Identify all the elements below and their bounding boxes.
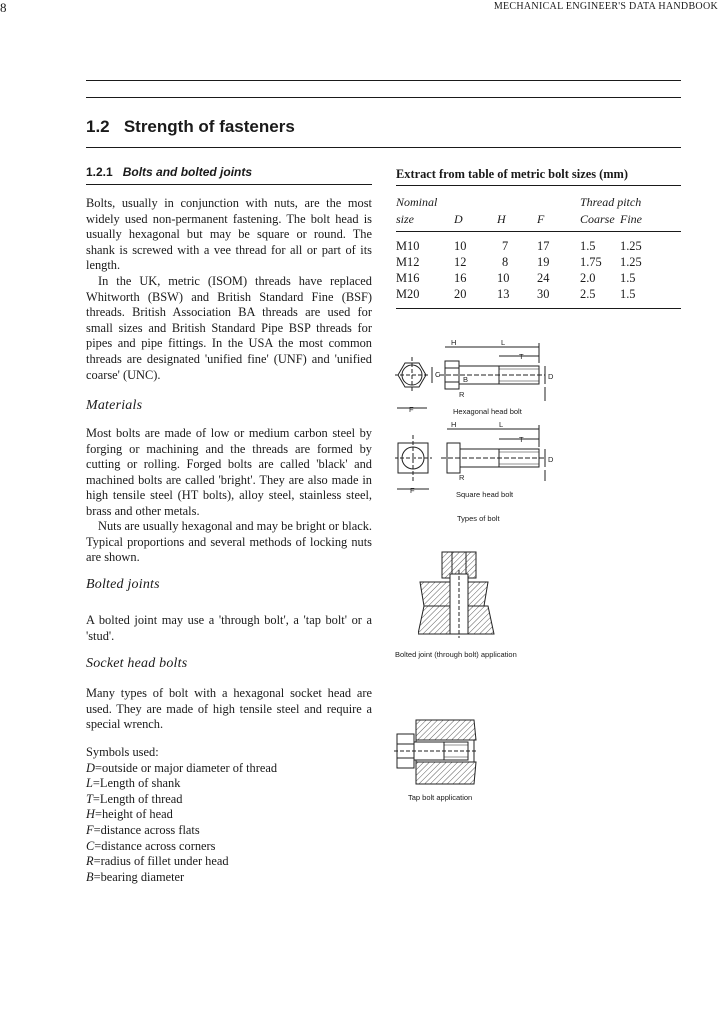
table-cell: 19 [537,255,550,269]
subsection-rule [86,184,372,185]
dim-label-f: F [410,486,415,495]
socket-heading: Socket head bolts [86,656,188,671]
symbol-item: F=distance across flats [86,822,200,837]
table-header-thread-pitch: Thread pitch [580,195,642,209]
table-cell: 13 [497,287,510,301]
tap-bolt-caption: Tap bolt application [408,793,473,802]
table-cell: 7 [502,239,509,253]
dim-label-d: D [548,372,554,381]
table-cell: 1.75 [580,255,602,269]
table-cell: 30 [537,287,550,301]
table-cell: 1.5 [620,271,636,285]
materials-heading: Materials [86,398,143,413]
table-cell: 2.5 [580,287,596,301]
table-header-rule [396,231,681,232]
types-of-bolt-figure [395,335,625,515]
table-header-d: D [454,212,463,226]
dim-label-h: H [451,420,457,429]
symbol-item: L=Length of shank [86,776,181,791]
table-cell: M16 [396,271,420,285]
table-header-size: size [396,212,414,226]
subsection-number: 1.2.1 [86,165,113,179]
table-bottom-rule [396,308,681,309]
uk-threads-paragraph: In the UK, metric (ISOM) threads have replaced Whitworth (BSW) and British Standard Fine (BSF) threads. British Association BA threads are used for small sizes and British Standard Pipe BSP threads for pipes and pipe fittings. In the USA the most common threads are designated 'unified fine' (UNF) and 'unified coarse' (UNC). [86,274,372,382]
symbol-item: R=radius of fillet under head [86,854,229,869]
hex-bolt-caption: Hexagonal head bolt [453,407,522,416]
bolted-joints-heading: Bolted joints [86,577,160,592]
page-number: 8 [0,0,7,15]
table-cell: 10 [497,271,510,285]
table-cell: 12 [454,255,467,269]
intro-paragraph: Bolts, usually in conjunction with nuts, are the most widely used non-permanent fastening. The bolt head is usually hexagonal but may be square or round. The shank is screwed with a vee thread for all or part of its length. [86,196,372,273]
table-cell: 1.25 [620,255,642,269]
subsection-heading [86,165,252,179]
table-top-rule [396,185,681,186]
table-header-h: H [497,212,506,226]
table-cell: 24 [537,271,550,285]
table-header-nominal: Nominal [396,195,438,209]
table-cell: M10 [396,239,420,253]
table-header-f: F [537,212,545,226]
table-header-coarse: Coarse [580,212,615,226]
table-header-fine: Fine [620,212,642,226]
table-cell: M12 [396,255,420,269]
table-cell: 17 [537,239,550,253]
dim-label-c: C [435,370,441,379]
table-cell: 16 [454,271,467,285]
symbol-item: B=bearing diameter [86,869,185,884]
header-rule [86,80,681,81]
dim-label-h: H [451,338,457,347]
dim-label-f: F [409,405,414,414]
table-cell: 20 [454,287,467,301]
bolt-head [397,734,414,768]
symbol-item: H=height of head [86,807,173,822]
bolted-joint-figure [418,548,498,640]
dim-label-r: R [459,390,465,399]
dim-label-t: T [519,435,524,444]
dim-label-l: L [501,338,506,347]
section-title: Strength of fasteners [123,117,295,136]
dim-label-b: B [463,375,469,384]
symbol-item: T=Length of thread [86,791,183,806]
top-plate [416,720,476,740]
table-cell: M20 [396,287,420,301]
running-head [0,0,718,18]
dim-label-t: T [519,352,524,361]
section-bottom-rule [86,147,681,148]
bolted-joint-caption: Bolted joint (through bolt) application [395,650,517,659]
nuts-paragraph: Nuts are usually hexagonal and may be bright or black. Typical proportions and several methods of locking nuts are shown. [86,519,372,565]
table-cell: 8 [502,255,509,269]
dim-label-r: R [459,473,465,482]
types-of-bolt-caption: Types of bolt [457,514,500,523]
table-cell: 1.5 [620,287,636,301]
symbols-title: Symbols used: [86,745,159,759]
dim-label-d: D [548,455,554,464]
dim-label-l: L [499,420,504,429]
table-cell: 10 [454,239,467,253]
symbols-list [86,745,386,885]
symbol-item: D=outside or major diameter of thread [86,760,278,775]
table-title: Extract from table of metric bolt sizes (mm) [396,167,629,181]
table-cell: 2.0 [580,271,596,285]
socket-paragraph: Many types of bolt with a hexagonal socket head are used. They are made of high tensile steel and require a special wrench. [86,686,372,732]
tap-bolt-figure [394,718,478,786]
materials-paragraph: Most bolts are made of low or medium carbon steel by forging or machining and the threads are formed by cutting or rolling. Forged bolts are called 'black' and machined bolts are called 'bright'. They are also made in high tensile steel (HT bolts), alloy steel, stainless steel, brass and other metals. [86,426,372,518]
section-heading [86,117,295,137]
table-cell: 1.5 [580,239,596,253]
square-end-view [395,435,432,481]
subsection-title: Bolts and bolted joints [122,165,253,179]
symbol-item: C=distance across corners [86,838,216,853]
section-top-rule [86,97,681,98]
section-number: 1.2 [86,117,110,136]
hex-end-view [395,357,430,393]
table-cell: 1.25 [620,239,642,253]
book-title: MECHANICAL ENGINEER'S DATA HANDBOOK [493,1,718,12]
bottom-plate [416,762,476,784]
bolted-joints-paragraph: A bolted joint may use a 'through bolt', a 'tap bolt' or a 'stud'. [86,613,372,643]
square-bolt-caption: Square head bolt [456,490,514,499]
